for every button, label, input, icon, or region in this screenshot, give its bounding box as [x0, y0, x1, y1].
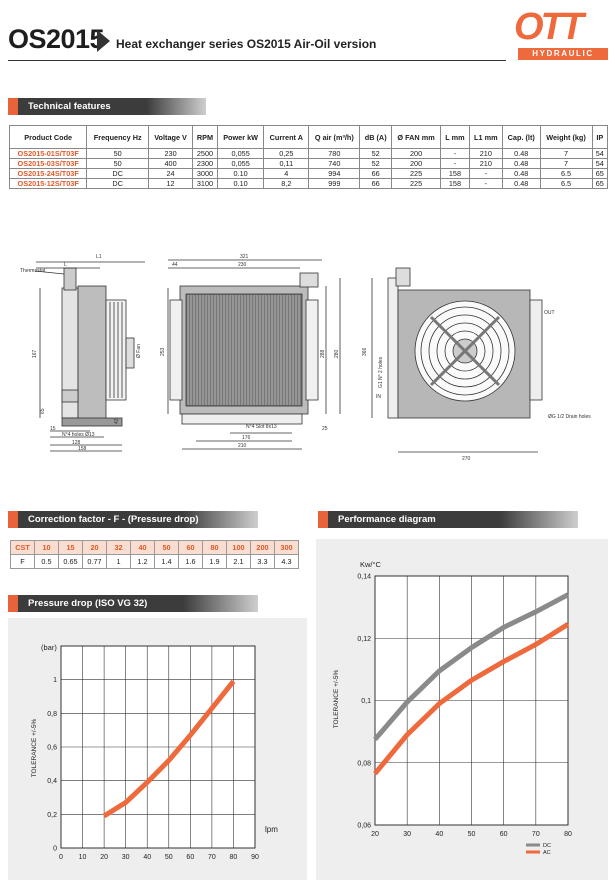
label-g1-holes: G1 N° 2 holes [378, 356, 384, 388]
y-tick-label: 0,2 [47, 811, 57, 819]
table-cell: 52 [360, 159, 391, 169]
table-cell: 6.5 [540, 169, 592, 179]
x-tick-label: 70 [531, 831, 540, 838]
dim-210: 210 [238, 443, 247, 449]
table-cell: 158 [441, 169, 469, 179]
dim-288: 288 [320, 349, 326, 358]
table-cell: 0.10 [217, 179, 264, 189]
pressure-drop-panel [8, 618, 307, 880]
table-cell: 0.48 [502, 169, 540, 179]
x-tick-label: 70 [207, 854, 216, 861]
table-cell: 0,25 [264, 149, 309, 159]
x-tick-label: 60 [499, 831, 508, 838]
f-value: 1.9 [203, 555, 227, 569]
label-slots: N°4 Slot 8x13 [246, 424, 277, 430]
table-cell: 50 [87, 149, 149, 159]
dim-15: 15 [50, 426, 56, 432]
table-cell: 12 [149, 179, 193, 189]
table-cell: 994 [309, 169, 360, 179]
f-value: 2.1 [227, 555, 251, 569]
dim-holes: N°4 holes Ø13 [62, 432, 95, 438]
cst-value: 300 [275, 541, 299, 555]
section-performance-diagram: Performance diagram [318, 511, 578, 528]
dim-176: 176 [242, 435, 251, 441]
correction-table [10, 540, 299, 569]
table-cell: 4 [264, 169, 309, 179]
y-tick-label: 0,08 [357, 760, 371, 768]
x-tick-label: 20 [371, 831, 379, 838]
tech-header-cell: Ø FAN mm [391, 126, 440, 149]
y-unit-label: (bar) [41, 643, 57, 652]
table-cell: 0.48 [502, 159, 540, 169]
tech-header-cell: L mm [441, 126, 469, 149]
dim-280: 280 [334, 349, 340, 358]
section-technical-features: Technical features [8, 98, 206, 115]
x-axis-label: lpm [265, 825, 278, 834]
table-cell: 7 [540, 149, 592, 159]
table-cell: 230 [149, 149, 193, 159]
f-label: F [11, 555, 35, 569]
label-out: OUT [544, 310, 555, 316]
f-value: 1.6 [179, 555, 203, 569]
fan-view-drawing [372, 268, 542, 452]
y-unit-label: Kw/°C [360, 560, 381, 569]
x-tick-label: 10 [78, 854, 87, 861]
tech-header-cell: Frequency Hz [87, 126, 149, 149]
f-value: 1.4 [155, 555, 179, 569]
product-code-cell: OS2015-24S/T03F [10, 169, 87, 179]
y-tick-label: 0,06 [357, 822, 371, 830]
section-correction-factor: Correction factor - F - (Pressure drop) [8, 511, 258, 528]
x-tick-label: 80 [564, 831, 572, 838]
label-drain-holes: ØG 1/2 Drain holes [548, 414, 591, 420]
dim-230: 230 [238, 262, 247, 268]
y-tick-label: 0,6 [47, 744, 57, 752]
table-cell: 200 [391, 159, 440, 169]
cst-value: 50 [155, 541, 179, 555]
x-tick-label: 50 [467, 831, 476, 838]
f-value: 1 [107, 555, 131, 569]
cst-value: 80 [203, 541, 227, 555]
x-tick-label: 80 [229, 854, 238, 861]
y-axis-label: TOLERANCE +/-5% [333, 669, 340, 729]
dim-366: 366 [362, 347, 368, 356]
technical-drawings [0, 238, 616, 468]
table-cell: 999 [309, 179, 360, 189]
table-cell: DC [87, 169, 149, 179]
table-cell: 7 [540, 159, 592, 169]
performance-chart [316, 539, 608, 880]
page-subtitle: Heat exchanger series OS2015 Air-Oil version [116, 37, 377, 51]
dim-128: 128 [72, 440, 81, 446]
y-tick-label: 0,8 [47, 710, 57, 718]
pressure-drop-chart [8, 618, 307, 880]
x-tick-label: 50 [164, 854, 173, 861]
product-code-cell: OS2015-03S/T03F [10, 159, 87, 169]
x-tick-label: 40 [143, 854, 152, 861]
dim-25: 25 [322, 426, 328, 432]
table-cell: 210 [469, 159, 502, 169]
tech-header-cell: Current A [264, 126, 309, 149]
table-row [10, 159, 608, 169]
table-cell: - [441, 159, 469, 169]
table-cell: 3000 [193, 169, 218, 179]
table-row [10, 149, 608, 159]
y-tick-label: 1 [53, 677, 57, 685]
y-axis-label: TOLERANCE +/-5% [31, 718, 38, 778]
table-cell: 225 [391, 179, 440, 189]
label-thermostat: Thermostat [20, 268, 46, 274]
tech-header-cell: dB (A) [360, 126, 391, 149]
f-value: 4.3 [275, 555, 299, 569]
dim-42: 42 [114, 418, 120, 424]
x-tick-label: 20 [100, 854, 109, 861]
y-tick-label: 0,4 [47, 778, 57, 786]
table-cell: 66 [360, 169, 391, 179]
legend-label: DC [543, 843, 551, 849]
cst-value: 100 [227, 541, 251, 555]
cst-value: 200 [251, 541, 275, 555]
f-value: 3.3 [251, 555, 275, 569]
cst-value: 10 [35, 541, 59, 555]
x-tick-label: 90 [251, 854, 259, 861]
table-cell: 50 [87, 159, 149, 169]
table-cell: 65 [592, 169, 607, 179]
tech-header-cell: L1 mm [469, 126, 502, 149]
table-cell: 3100 [193, 179, 218, 189]
table-cell: 158 [441, 179, 469, 189]
dim-l1: L1 [96, 254, 102, 260]
side-view-drawing [35, 262, 145, 451]
dim-l: L [64, 262, 67, 268]
dim-44: 44 [172, 262, 178, 268]
front-view-drawing [168, 260, 340, 449]
table-row [10, 169, 608, 179]
dim-65: 65 [40, 408, 46, 414]
x-tick-label: 60 [186, 854, 195, 861]
y-tick-label: 0,12 [357, 635, 371, 643]
section-pressure-drop: Pressure drop (ISO VG 32) [8, 595, 258, 612]
product-code-cell: OS2015-12S/T03F [10, 179, 87, 189]
brand-logo-tagline: HYDRAULIC [518, 48, 608, 60]
y-tick-label: 0,1 [361, 698, 371, 705]
table-cell: - [469, 179, 502, 189]
table-cell: 54 [592, 149, 607, 159]
table-cell: 780 [309, 149, 360, 159]
y-tick-label: 0 [53, 845, 57, 853]
table-cell: 0.10 [217, 169, 264, 179]
table-cell: - [469, 169, 502, 179]
table-cell: 6.5 [540, 179, 592, 189]
table-cell: 740 [309, 159, 360, 169]
dim-253: 253 [160, 347, 166, 356]
x-tick-label: 30 [403, 831, 412, 838]
header-divider [8, 60, 506, 61]
table-cell: 52 [360, 149, 391, 159]
tech-header-cell: Weight (kg) [540, 126, 592, 149]
table-cell: 2500 [193, 149, 218, 159]
table-cell: 0,11 [264, 159, 309, 169]
table-cell: 24 [149, 169, 193, 179]
table-cell: 400 [149, 159, 193, 169]
table-cell: 54 [592, 159, 607, 169]
tech-header-cell: Power kW [217, 126, 264, 149]
title-arrow-icon [97, 30, 110, 52]
table-cell: 0.48 [502, 149, 540, 159]
product-code-cell: OS2015-01S/T03F [10, 149, 87, 159]
f-value: 0.5 [35, 555, 59, 569]
dim-158: 158 [78, 446, 87, 452]
dim-167: 167 [32, 349, 38, 358]
table-cell: 2300 [193, 159, 218, 169]
cst-value: 60 [179, 541, 203, 555]
table-cell: - [441, 149, 469, 159]
tech-header-cell: Voltage V [149, 126, 193, 149]
table-cell: 0,055 [217, 149, 264, 159]
f-value: 1.2 [131, 555, 155, 569]
label-fan-diameter: Ø Fan [136, 344, 142, 358]
table-cell: 0,055 [217, 159, 264, 169]
cst-value: 32 [107, 541, 131, 555]
table-cell: 66 [360, 179, 391, 189]
table-cell: 65 [592, 179, 607, 189]
f-value: 0.77 [83, 555, 107, 569]
cst-label: CST [11, 541, 35, 555]
dim-321: 321 [240, 254, 249, 260]
tech-header-cell: Q air (m³/h) [309, 126, 360, 149]
tech-header-cell: IP [592, 126, 607, 149]
technical-table [9, 125, 608, 189]
tech-header-cell: Cap. (lt) [502, 126, 540, 149]
table-cell: 200 [391, 149, 440, 159]
table-cell: 225 [391, 169, 440, 179]
table-row [10, 179, 608, 189]
table-cell: 210 [469, 149, 502, 159]
tech-header-cell: RPM [193, 126, 218, 149]
tech-header-cell: Product Code [10, 126, 87, 149]
y-tick-label: 0,14 [357, 573, 371, 581]
cst-value: 20 [83, 541, 107, 555]
performance-panel [316, 539, 608, 880]
table-cell: DC [87, 179, 149, 189]
x-tick-label: 30 [121, 854, 130, 861]
table-cell: 8,2 [264, 179, 309, 189]
page-title: OS2015 [8, 24, 105, 54]
cst-value: 40 [131, 541, 155, 555]
dim-270: 270 [462, 456, 471, 462]
x-tick-label: 0 [59, 854, 63, 861]
brand-logo: OTT [514, 6, 581, 48]
x-tick-label: 40 [435, 831, 444, 838]
table-cell: 0.48 [502, 179, 540, 189]
legend-label: AC [543, 850, 551, 856]
f-value: 0.65 [59, 555, 83, 569]
cst-value: 15 [59, 541, 83, 555]
label-in: IN [376, 394, 381, 400]
